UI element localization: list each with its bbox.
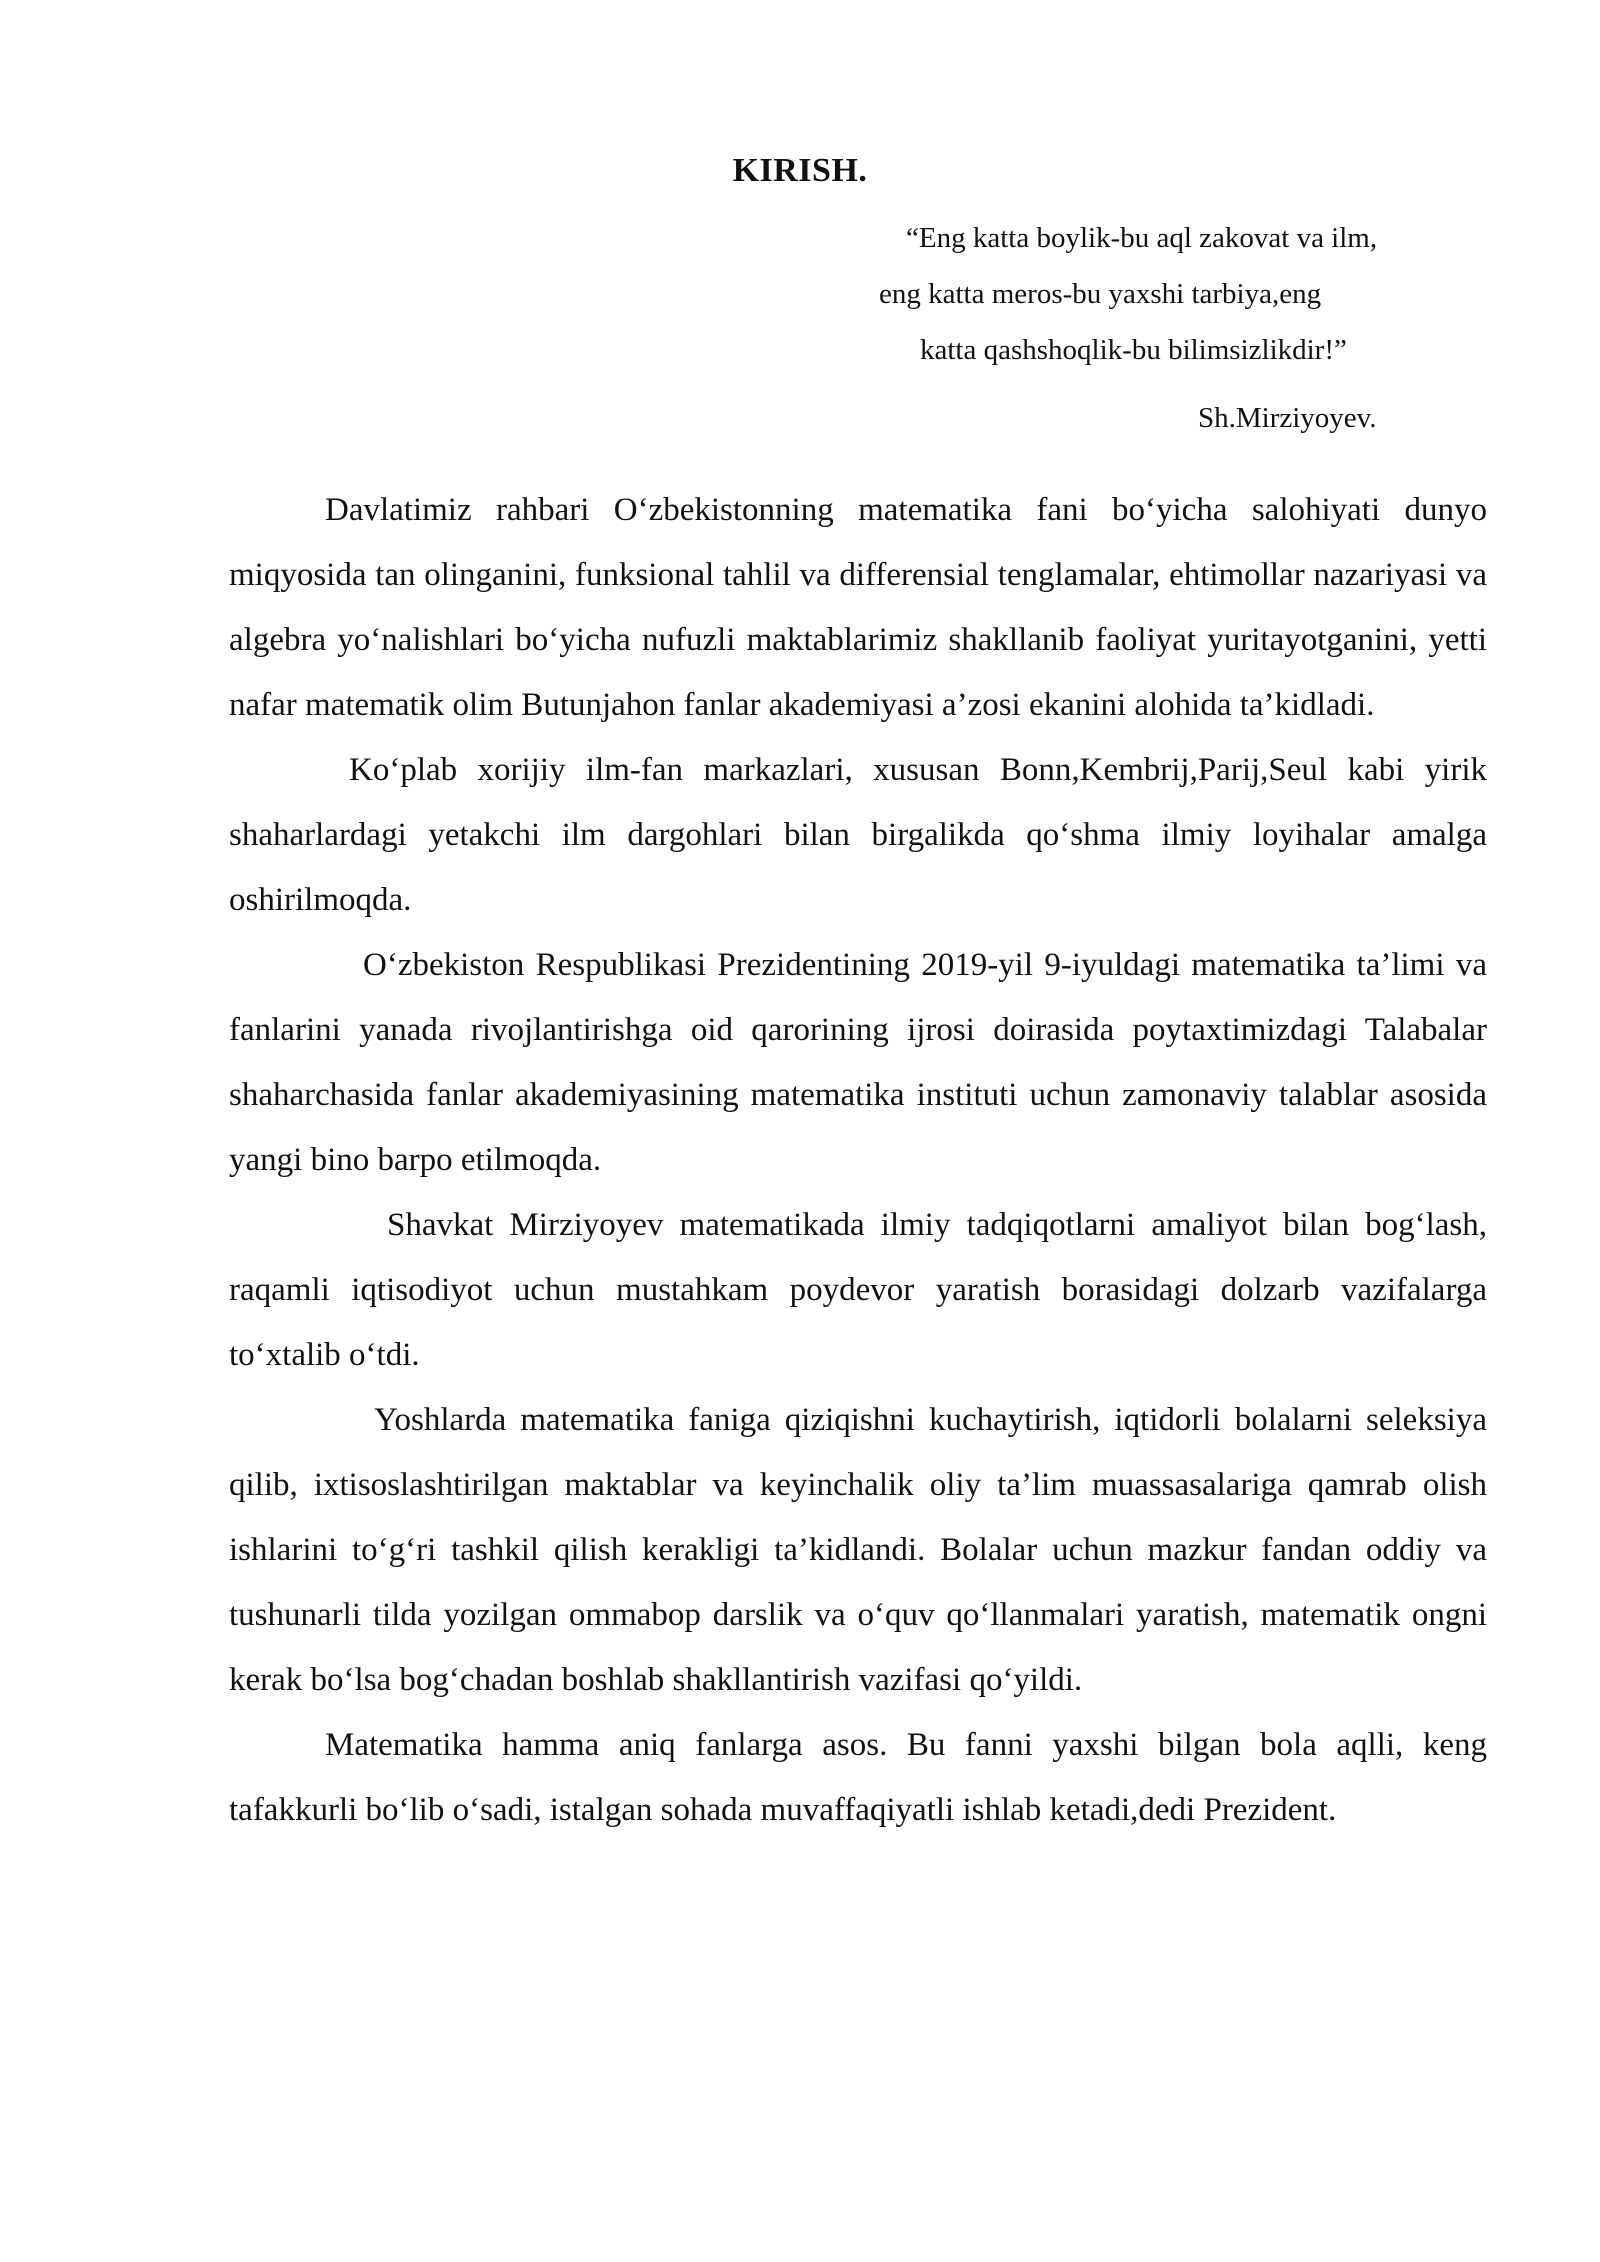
paragraph: Matematika hamma aniq fanlarga asos. Bu fanni yaxshi bilgan bola aqlli, keng tafakkurli bo‘lib o‘sadi, istalgan sohada muvaffaqiyatli ishlab ketadi,dedi Prezident.	[229, 1727, 1487, 1828]
paragraph: Davlatimiz rahbari O‘zbekistonning matematika fani bo‘yicha salohiyati dunyo miqyosida tan olinganini, funksional tahlil va differensial tenglamalar, ehtimollar nazariyasi va algebra yo‘nalishlari bo‘yicha nufuzli maktablarimiz shakllanib faoliyat yuritayotganini, yetti nafar matematik olim Butunjahon fanlar akademiyasi a’zosi ekanini alohida ta’kidladi.	[229, 492, 1487, 723]
paragraph: O‘zbekiston Respublikasi Prezidentining 2019-yil 9-iyuldagi matematika ta’limi va fanlarini yanada rivojlantirishga oid qarorining ijrosi doirasida poytaxtimizdagi Talabalar shaharchasida fanlar akademiyasining matematika instituti uchun zamonaviy talablar asosida yangi bino barpo etilmoqda.	[229, 947, 1487, 1178]
epigraph-line: eng katta meros-bu yaxshi tarbiya,eng	[879, 278, 1322, 310]
epigraph-line: katta qashshoqlik-bu bilimsizlikdir!”	[920, 334, 1347, 366]
paragraph: Shavkat Mirziyoyev matematikada ilmiy tadqiqotlarni amaliyot bilan bog‘lash, raqamli iqtisodiyot uchun mustahkam poydevor yaratish borasidagi dolzarb vazifalarga to‘xtalib o‘tdi.	[229, 1207, 1487, 1373]
body-text	[229, 478, 1487, 1843]
epigraph-line: “Eng katta boylik-bu aql zakovat va ilm,	[906, 222, 1378, 254]
paragraph: Yoshlarda matematika faniga qiziqishni kuchaytirish, iqtidorli bolalarni seleksiya qilib, ixtisoslashtirilgan maktablar va keyinchalik oliy ta’lim muassasalariga qamrab olish ishlarini to‘g‘ri tashkil qilish kerakligi ta’kidlandi. Bolalar uchun mazkur fandan oddiy va tushunarli tilda yozilgan ommabop darslik va o‘quv qo‘llanmalari yaratish, matematik ongni kerak bo‘lsa bog‘chadan boshlab shakllantirish vazifasi qo‘yildi.	[229, 1402, 1487, 1698]
page-title: KIRISH.	[732, 152, 868, 189]
paragraph: Ko‘plab xorijiy ilm-fan markazlari, xususan Bonn,Kembrij,Parij,Seul kabi yirik shaharlardagi yetakchi ilm dargohlari bilan birgalikda qo‘shma ilmiy loyihalar amalga oshirilmoqda.	[229, 752, 1487, 918]
epigraph-author: Sh.Mirziyoyev.	[1198, 402, 1377, 434]
